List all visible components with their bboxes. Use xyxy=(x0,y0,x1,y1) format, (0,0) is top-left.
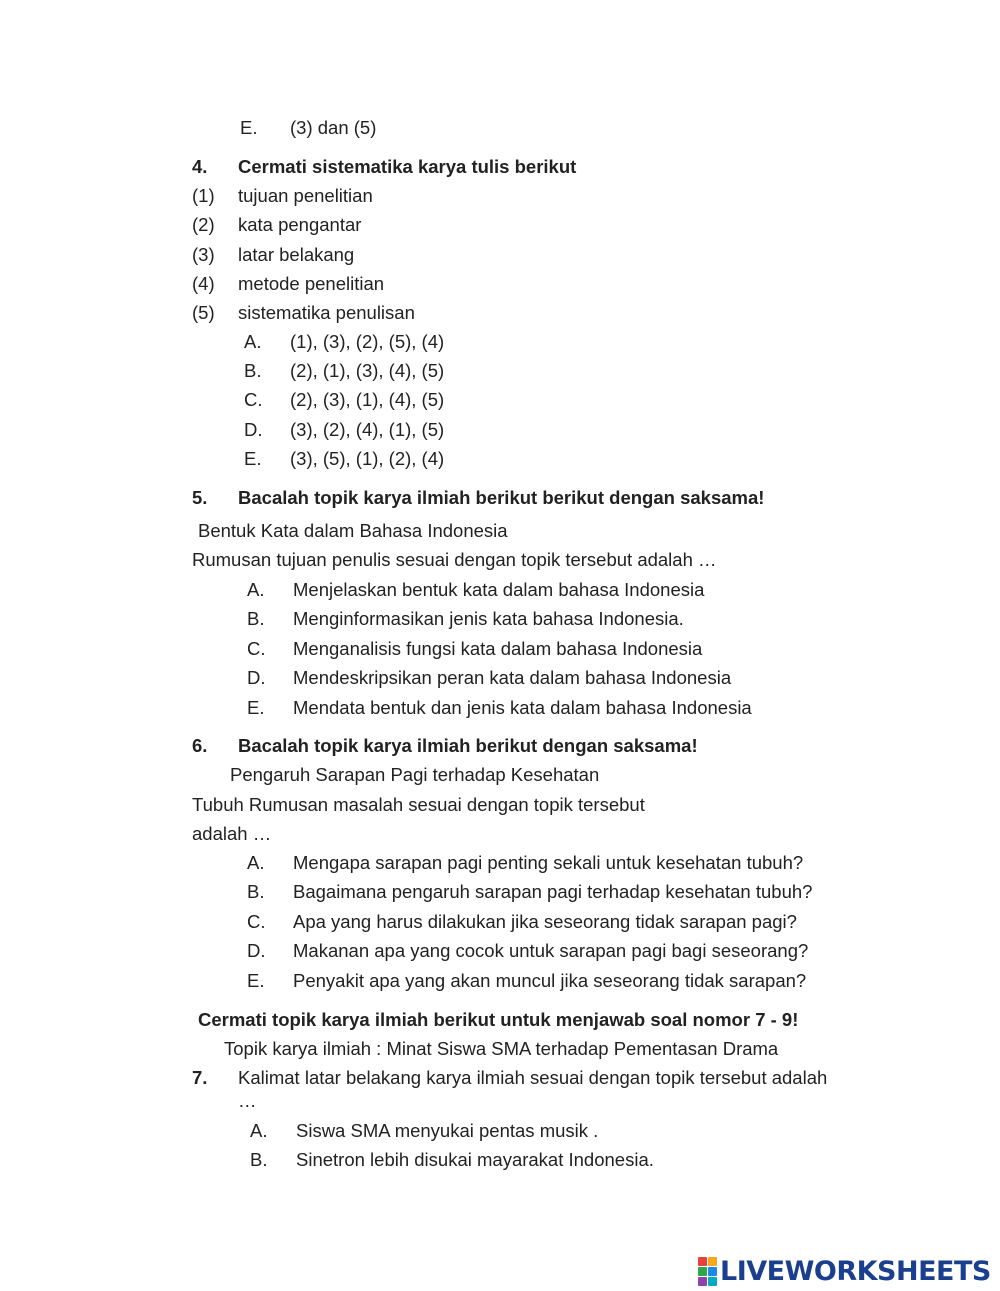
q5-option-text: Menginformasikan jenis kata bahasa Indonesia. xyxy=(293,608,684,629)
q5-option-text: Mendata bentuk dan jenis kata dalam bahasa Indonesia xyxy=(293,697,752,718)
logo-block xyxy=(698,1257,707,1266)
q6-option-text: Mengapa sarapan pagi penting sekali untuk kesehatan tubuh? xyxy=(293,852,804,873)
q6-option-text: Bagaimana pengaruh sarapan pagi terhadap kesehatan tubuh? xyxy=(293,881,813,902)
q4-option-text: (2), (1), (3), (4), (5) xyxy=(290,360,445,381)
q5-option-text: Menganalisis fungsi kata dalam bahasa Indonesia xyxy=(293,638,703,659)
q6-topic-line3: adalah … xyxy=(192,823,272,844)
q4-item-num: (4) xyxy=(192,273,215,294)
logo-blocks-icon xyxy=(698,1257,717,1286)
q5-topic: Bentuk Kata dalam Bahasa Indonesia xyxy=(198,520,508,541)
q5-option-letter: A. xyxy=(247,579,265,600)
logo-block xyxy=(708,1257,717,1266)
q4-option-text: (3), (2), (4), (1), (5) xyxy=(290,419,445,440)
q4-item-text: sistematika penulisan xyxy=(238,302,415,323)
q4-option-letter: C. xyxy=(244,389,263,410)
section-topic: Topik karya ilmiah : Minat Siswa SMA terhadap Pementasan Drama xyxy=(224,1038,779,1059)
q5-option-text: Menjelaskan bentuk kata dalam bahasa Indonesia xyxy=(293,579,705,600)
logo-block xyxy=(708,1277,717,1286)
q7-option-letter: B. xyxy=(250,1149,268,1170)
q4-prompt: Cermati sistematika karya tulis berikut xyxy=(238,156,577,177)
q6-option-letter: B. xyxy=(247,881,265,902)
q4-item-num: (2) xyxy=(192,214,215,235)
q6-option-text: Penyakit apa yang akan muncul jika seseorang tidak sarapan? xyxy=(293,970,807,991)
q4-item-num: (3) xyxy=(192,244,215,265)
q7-prompt: Kalimat latar belakang karya ilmiah sesuai dengan topik tersebut adalah xyxy=(238,1067,828,1088)
q7-number: 7. xyxy=(192,1067,208,1088)
q5-option-letter: B. xyxy=(247,608,265,629)
liveworksheets-logo xyxy=(698,1256,991,1286)
section-heading: Cermati topik karya ilmiah berikut untuk menjawab soal nomor 7 - 9! xyxy=(198,1009,799,1030)
q4-option-letter: B. xyxy=(244,360,262,381)
q4-number: 4. xyxy=(192,156,208,177)
q6-option-text: Makanan apa yang cocok untuk sarapan pagi bagi seseorang? xyxy=(293,940,809,961)
logo-block xyxy=(708,1267,717,1276)
q4-item-num: (5) xyxy=(192,302,215,323)
q7-prompt-continuation: … xyxy=(238,1090,257,1111)
q4-item-num: (1) xyxy=(192,185,215,206)
q6-option-letter: E. xyxy=(247,970,265,991)
q5-prompt: Bacalah topik karya ilmiah berikut berikut dengan saksama! xyxy=(238,487,765,508)
q7-option-text: Siswa SMA menyukai pentas musik . xyxy=(296,1120,599,1141)
q7-option-letter: A. xyxy=(250,1120,268,1141)
logo-block xyxy=(698,1277,707,1286)
q4-option-text: (2), (3), (1), (4), (5) xyxy=(290,389,445,410)
q6-option-letter: A. xyxy=(247,852,265,873)
q4-option-text: (3), (5), (1), (2), (4) xyxy=(290,448,445,469)
q4-item-text: tujuan penelitian xyxy=(238,185,373,206)
q5-option-letter: E. xyxy=(247,697,265,718)
q5-option-letter: D. xyxy=(247,667,266,688)
q7-option-text: Sinetron lebih disukai mayarakat Indonesia. xyxy=(296,1149,654,1170)
q6-topic-line2: Tubuh Rumusan masalah sesuai dengan topik tersebut xyxy=(192,794,645,815)
q4-option-letter: E. xyxy=(244,448,262,469)
q5-option-letter: C. xyxy=(247,638,266,659)
q6-option-text: Apa yang harus dilakukan jika seseorang tidak sarapan pagi? xyxy=(293,911,797,932)
q3-option-e-text: (3) dan (5) xyxy=(290,117,377,138)
logo-block xyxy=(698,1267,707,1276)
q4-item-text: metode penelitian xyxy=(238,273,385,294)
q5-number: 5. xyxy=(192,487,208,508)
q6-number: 6. xyxy=(192,735,208,756)
q6-option-letter: D. xyxy=(247,940,266,961)
q6-option-letter: C. xyxy=(247,911,266,932)
q5-question: Rumusan tujuan penulis sesuai dengan topik tersebut adalah … xyxy=(192,549,717,570)
q6-topic-line1: Pengaruh Sarapan Pagi terhadap Kesehatan xyxy=(230,764,600,785)
logo-text: LIVEWORKSHEETS xyxy=(720,1255,991,1287)
q4-option-letter: D. xyxy=(244,419,263,440)
q6-prompt: Bacalah topik karya ilmiah berikut dengan saksama! xyxy=(238,735,698,756)
q4-option-letter: A. xyxy=(244,331,262,352)
q3-option-e-letter: E. xyxy=(240,117,258,138)
q4-item-text: latar belakang xyxy=(238,244,355,265)
q4-item-text: kata pengantar xyxy=(238,214,362,235)
q4-option-text: (1), (3), (2), (5), (4) xyxy=(290,331,445,352)
q5-option-text: Mendeskripsikan peran kata dalam bahasa Indonesia xyxy=(293,667,732,688)
